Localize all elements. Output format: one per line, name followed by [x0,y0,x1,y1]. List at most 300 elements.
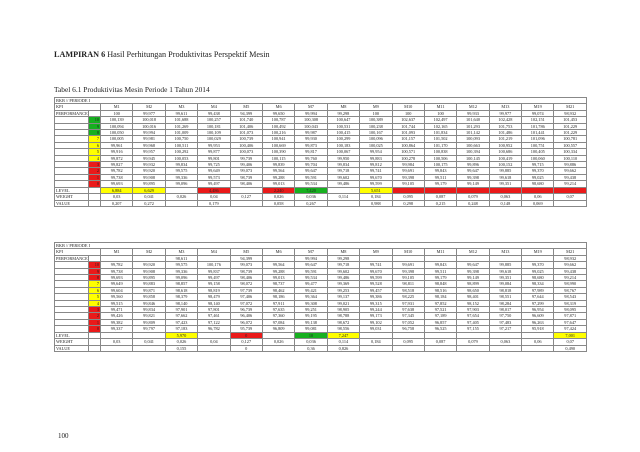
table-cell: 98,379 [165,294,197,300]
table-cell: 99,662 [554,168,587,174]
table-cell: 0 [230,332,262,338]
score-level: 1 [89,174,101,180]
table-cell: 97,644 [522,294,554,300]
column-header: M19 [522,104,554,110]
table-cell: 0,026 [262,194,294,200]
table-cell: 99,604 [101,287,133,293]
column-header: M7 [295,104,327,110]
table-cell: 100,152 [489,162,521,168]
table-cell: 99,102 [360,319,392,325]
table-cell: 97,750 [489,313,521,319]
table-cell: 98,788 [327,313,359,319]
appendix-heading [54,50,270,59]
table-cell: 99,981 [133,136,165,142]
table-cell: 99,511 [424,268,456,274]
table-cell: 97,052 [392,319,424,325]
table-cell: 99,105 [392,275,424,281]
table-cell: 98,462 [262,287,294,293]
table-cell: 99,858 [133,294,165,300]
table-cell: 99,945 [133,155,165,161]
table-cell: 100,053 [165,155,197,161]
table-cell: 0,069 [522,200,554,206]
column-header: M1 [101,104,133,110]
table-cell: 0,155 [165,345,197,351]
table-cell: 0,026 [262,339,294,345]
table-cell: 100,838 [424,149,456,155]
table-cell: 99,877 [198,149,230,155]
table-cell: 100,647 [327,117,359,123]
table-cell: 100,175 [424,162,456,168]
table-cell: 100,292 [165,149,197,155]
column-header: M12 [457,104,489,110]
table-cell: 101,229 [554,123,587,129]
table-cell: 101,142 [457,130,489,136]
table-cell [262,345,294,351]
table-cell: 99,908 [133,174,165,180]
table-cell: 98,739 [230,268,262,274]
table-cell: 0,079 [457,194,489,200]
table-cell: 99,438 [554,174,587,180]
table-cell: 97,801 [198,307,230,313]
table-cell: 99,438 [198,110,230,116]
table-cell: 99,315 [360,300,392,306]
table-cell: 100,334 [554,149,587,155]
table-cell [101,345,133,351]
score-level: 1 [89,319,101,325]
table-cell: 100,787 [262,117,294,123]
table-cell: 0,058 [262,200,294,206]
table-cell: 0,03 [101,339,133,345]
table-cell: 98,932 [554,255,587,261]
table-cell: 99,916 [101,149,133,155]
table-cell: 99,883 [133,281,165,287]
table-cell: 99,739 [230,155,262,161]
table-cell: 7,001 [554,332,587,338]
table-cell: 99,908 [133,268,165,274]
column-header: M8 [327,249,359,255]
table-cell: 100,176 [198,262,230,268]
table-cell: 100,511 [165,142,197,148]
table-cell: 98,095 [554,307,587,313]
table-cell: 99,214 [554,275,587,281]
column-header: M21 [554,249,587,255]
table-cell: 99,834 [165,162,197,168]
score-level: 2 [89,168,101,174]
table-cell: 99,968 [133,142,165,148]
table-cell: 97,405 [457,319,489,325]
table-cell: 100,216 [262,130,294,136]
table-cell: 0,127 [230,194,262,200]
table-cell: 99,932 [133,162,165,168]
table-cell: 0,07 [554,339,587,345]
table-cell: 99,839 [262,162,294,168]
table-cell: 99,602 [327,174,359,180]
table-cell: 101,269 [165,123,197,129]
table-cell: 99,953 [198,142,230,148]
table-cell: 100,093 [457,136,489,142]
table-cell: 97,903 [457,307,489,313]
table-cell: 97,635 [262,307,294,313]
score-level: 6 [89,142,101,148]
table-cell: 99,074 [522,110,554,116]
table-cell: 100,005 [101,136,133,142]
table-cell: 99,244 [360,307,392,313]
table-cell: 99,308 [295,300,327,306]
table-cell: 99,364 [295,294,327,300]
table-cell: 98,551 [489,294,521,300]
table-cell: 100,571 [392,149,424,155]
table-cell: 97,424 [554,326,587,332]
table-cell: 99,782 [101,168,133,174]
table-caption: Tabel 6.1 Produktivitas Mesin Periode 1 Tahun 2014 [54,85,210,94]
score-level [89,345,101,351]
table-cell: 0,03 [101,194,133,200]
table-cell: 0,095 [392,339,424,345]
table-cell: 98,767 [554,287,587,293]
table-cell: 100,257 [198,117,230,123]
table-cell: 101,453 [554,117,587,123]
table-cell: 97,084 [262,319,294,325]
table-cell: 100,167 [360,130,392,136]
table-cell: 99,195 [295,313,327,319]
column-header: M2 [133,249,165,255]
table-cell: 101,502 [424,136,456,142]
score-level: 3 [89,162,101,168]
table-cell: 99,351 [489,181,521,187]
table-cell: 100,663 [457,142,489,148]
table-cell: 101,753 [489,123,521,129]
table-cell: 99,837 [198,268,230,274]
table-1-wrapper [54,97,587,207]
table-cell: 98,556 [327,326,359,332]
table-cell: 99,977 [133,110,165,116]
table-cell: 100,025 [360,142,392,148]
table-cell: 4,486 [198,187,230,193]
table-cell [360,345,392,351]
column-header: M9 [360,249,392,255]
table-cell: 99,873 [295,142,327,148]
table-cell: 102,637 [392,117,424,123]
table-cell: 99,084 [489,281,521,287]
table-cell: 98,140 [198,300,230,306]
score-level: 7 [89,136,101,142]
table-cell: 99,534 [295,181,327,187]
appendix-label: LAMPIRAN 6 [54,50,106,59]
table-cell: 99,564 [262,262,294,268]
productivity-table-2 [54,242,587,352]
table-cell: 99,670 [360,268,392,274]
table-cell: 99,369 [327,281,359,287]
table-cell: 97,217 [489,326,521,332]
score-level: 0 [89,181,101,187]
table-cell: 99,797 [133,326,165,332]
table-cell: 99,398 [392,268,424,274]
table-cell: 100 [360,110,392,116]
score-level: 5 [89,149,101,155]
table-cell: 99,149 [457,181,489,187]
row-label: VALUE [55,200,89,206]
table-cell: 99,782 [101,262,133,268]
table-cell: 99,994 [133,130,165,136]
score-level: 9 [89,268,101,274]
table-cell: 99,693 [101,181,133,187]
table-cell: 99,173 [360,313,392,319]
table-cell: 97,483 [489,319,521,325]
table-cell: 99,179 [424,181,456,187]
table-cell: 100,094 [101,123,133,129]
table-cell: 99,336 [165,268,197,274]
table-cell: 99,930 [295,136,327,142]
table-cell: 100,016 [133,123,165,129]
table-cell: 101,293 [457,123,489,129]
table-cell: 96,739 [230,307,262,313]
table-cell: 97,739 [230,287,262,293]
table-cell: 100,750 [165,136,197,142]
table-cell [424,345,456,351]
table-cell: 100,110 [554,155,587,161]
table-cell: 99,096 [165,181,197,187]
column-header: M6 [262,249,294,255]
table-cell: 0,184 [360,194,392,200]
column-header: M5 [230,104,262,110]
table-cell: 99,872 [101,155,133,161]
table-cell: 99,984 [392,162,424,168]
table-cell: 99,528 [360,281,392,287]
column-header: M1 [101,249,133,255]
table-cell: 98,334 [522,281,554,287]
table-cell: 97,345 [392,313,424,319]
table-cell [165,200,197,206]
table-cell: 99,105 [392,181,424,187]
table-cell: 100,419 [489,155,521,161]
table-cell: 99,158 [198,281,230,287]
row-label: LEVEL [55,187,89,193]
table-cell: 99,515 [101,300,133,306]
table-cell: 99,950 [327,155,359,161]
score-level: 6 [89,287,101,293]
table-cell: 101,170 [424,142,456,148]
table-cell: 100,492 [262,123,294,129]
table-cell: 0,114 [327,194,359,200]
score-level: 7 [89,281,101,287]
table-cell: 98,899 [457,281,489,287]
table-cell: 0,207 [101,200,133,206]
table-cell: 100,299 [327,136,359,142]
table-cell: 100,557 [554,142,587,148]
score-level: 0 [89,326,101,332]
table-cell: 99,599 [360,275,392,281]
table-cell: 99,138 [295,319,327,325]
table-cell: 100,506 [424,155,456,161]
column-header: M10 [392,249,424,255]
table-cell: 98,406 [230,181,262,187]
table-cell: 97,122 [198,319,230,325]
table-cell: 98,152 [457,300,489,306]
table-cell: 98,225 [392,294,424,300]
table-cell: 97,871 [554,313,587,319]
table-2-wrapper [54,242,587,352]
table-cell: 0,04 [198,194,230,200]
table-cell [457,345,489,351]
table-cell: 102,165 [424,123,456,129]
table-cell: 98,406 [230,275,262,281]
table-cell: 0,04 [198,339,230,345]
table-cell: 99,618 [489,174,521,180]
table-cell: 99,885 [489,168,521,174]
table-cell: 96,782 [198,326,230,332]
table-cell: 97,654 [457,313,489,319]
table-cell: 96,758 [392,326,424,332]
table-cell: 100,405 [522,149,554,155]
score-level: 8 [89,275,101,281]
column-header: M4 [198,104,230,110]
table-cell: 99,920 [133,262,165,268]
table-cell: 99,895 [133,181,165,187]
table-cell [327,200,359,206]
score-level [89,200,101,206]
table-cell: 99,426 [101,313,133,319]
page-number: 100 [58,432,69,440]
table-cell: 99,253 [327,287,359,293]
table-cell: 99,611 [165,110,197,116]
table-cell: 98,818 [489,287,521,293]
table-cell: 99,288 [262,174,294,180]
table-cell: 100,751 [522,142,554,148]
table-cell: 99,741 [360,168,392,174]
table-cell: 99,298 [327,110,359,116]
column-header: KPI [55,249,101,255]
table-cell: 99,398 [457,268,489,274]
table-cell: 94,399 [230,255,262,261]
table-cell: 99,370 [522,262,554,268]
table-cell: 98,479 [198,294,230,300]
table-cell: 0,06 [522,339,554,345]
table-cell: 0,063 [489,194,521,200]
table-cell: 0,026 [165,194,197,200]
table-cell: 7,247 [327,332,359,338]
score-level: 5 [89,294,101,300]
table-cell: 97,155 [457,326,489,332]
table-cell: 99,760 [295,155,327,161]
table-cell: 100,406 [230,142,262,148]
table-cell: 100,145 [457,155,489,161]
table-cell: 99,497 [198,275,230,281]
table-cell: 100,067 [327,149,359,155]
table-cell: 96,609 [522,313,554,319]
table-cell: 99,977 [489,110,521,116]
table-cell: 97,662 [165,313,197,319]
table-cell: 96,809 [262,326,294,332]
column-header: M13 [489,249,521,255]
table-cell: 6,884 [101,187,133,193]
table-cell: 99,987 [295,130,327,136]
table-cell: 100,018 [133,117,165,123]
table-cell: 99,704 [295,162,327,168]
table-cell: 98,650 [457,287,489,293]
table-cell [133,345,165,351]
table-cell: 100 [392,110,424,116]
table-cell: 95,918 [522,326,554,332]
table-cell: 0,026 [165,339,197,345]
table-cell: 99,398 [392,174,424,180]
table-cell: 99,013 [262,275,294,281]
table-cell: 101,093 [392,130,424,136]
table-cell [392,345,424,351]
table-cell: 99,591 [295,174,327,180]
row-label: PERFORMANCE [56,110,88,116]
table-cell: 95,739 [230,326,262,332]
table-cell: 99,511 [424,174,456,180]
score-level: 2 [89,313,101,319]
table-cell: 98,543 [554,294,587,300]
table-cell: 99,809 [133,319,165,325]
table-cell: 0,07 [554,194,587,200]
table-cell: 97,299 [522,300,554,306]
table-cell: 99,738 [101,174,133,180]
table-cell: 98,680 [522,181,554,187]
table-cell: 99,288 [262,268,294,274]
table-cell: 99,801 [198,155,230,161]
table-cell: 99,421 [295,287,327,293]
table-cell: 100,139 [101,117,133,123]
score-level: 8 [89,130,101,136]
table-cell: 100,739 [230,136,262,142]
table-cell: 0,041 [133,339,165,345]
table-cell: 99,406 [230,162,262,168]
table-cell: 98,518 [392,287,424,293]
table-cell: 102,497 [424,117,456,123]
table-cell: 97,360 [262,313,294,319]
table-cell: 99,647 [457,262,489,268]
table-cell: 0,087 [424,339,456,345]
table-cell: 98,932 [554,110,587,116]
table-cell: 97,461 [198,313,230,319]
table-cell: 99,534 [295,275,327,281]
table-cell: 101,096 [522,136,554,142]
table-cell: 99,691 [392,168,424,174]
table-cell: 100,686 [489,149,521,155]
table-cell: 0,127 [230,339,262,345]
table-cell: 99,741 [360,262,392,268]
table-cell: 97,521 [424,307,456,313]
table-cell: 99,647 [295,168,327,174]
table-cell: 99,251 [295,307,327,313]
table-cell: 99,137 [327,294,359,300]
table-cell: 99,670 [360,174,392,180]
table-cell: 5,970 [165,332,197,338]
score-level: 9 [89,123,101,129]
table-cell: 96,857 [424,319,456,325]
table-cell: 99,573 [198,174,230,180]
table-cell: 98,739 [230,174,262,180]
table-cell: 100,278 [392,155,424,161]
table-cell: 98,811 [392,281,424,287]
table-cell: 99,618 [489,268,521,274]
table-cell: 99,382 [101,319,133,325]
column-header: M7 [295,249,327,255]
table-cell: 101,073 [230,130,262,136]
table-cell: 99,715 [522,162,554,168]
score-level: 4 [89,155,101,161]
table-cell: 97,072 [230,300,262,306]
column-header: M19 [522,249,554,255]
table-cell: 99,871 [133,287,165,293]
table-cell: 99,846 [133,300,165,306]
table-cell: 99,827 [101,162,133,168]
table-cell: 0,490 [554,345,587,351]
table-cell: 0,36 [295,345,327,351]
table-cell: 96,263 [522,319,554,325]
